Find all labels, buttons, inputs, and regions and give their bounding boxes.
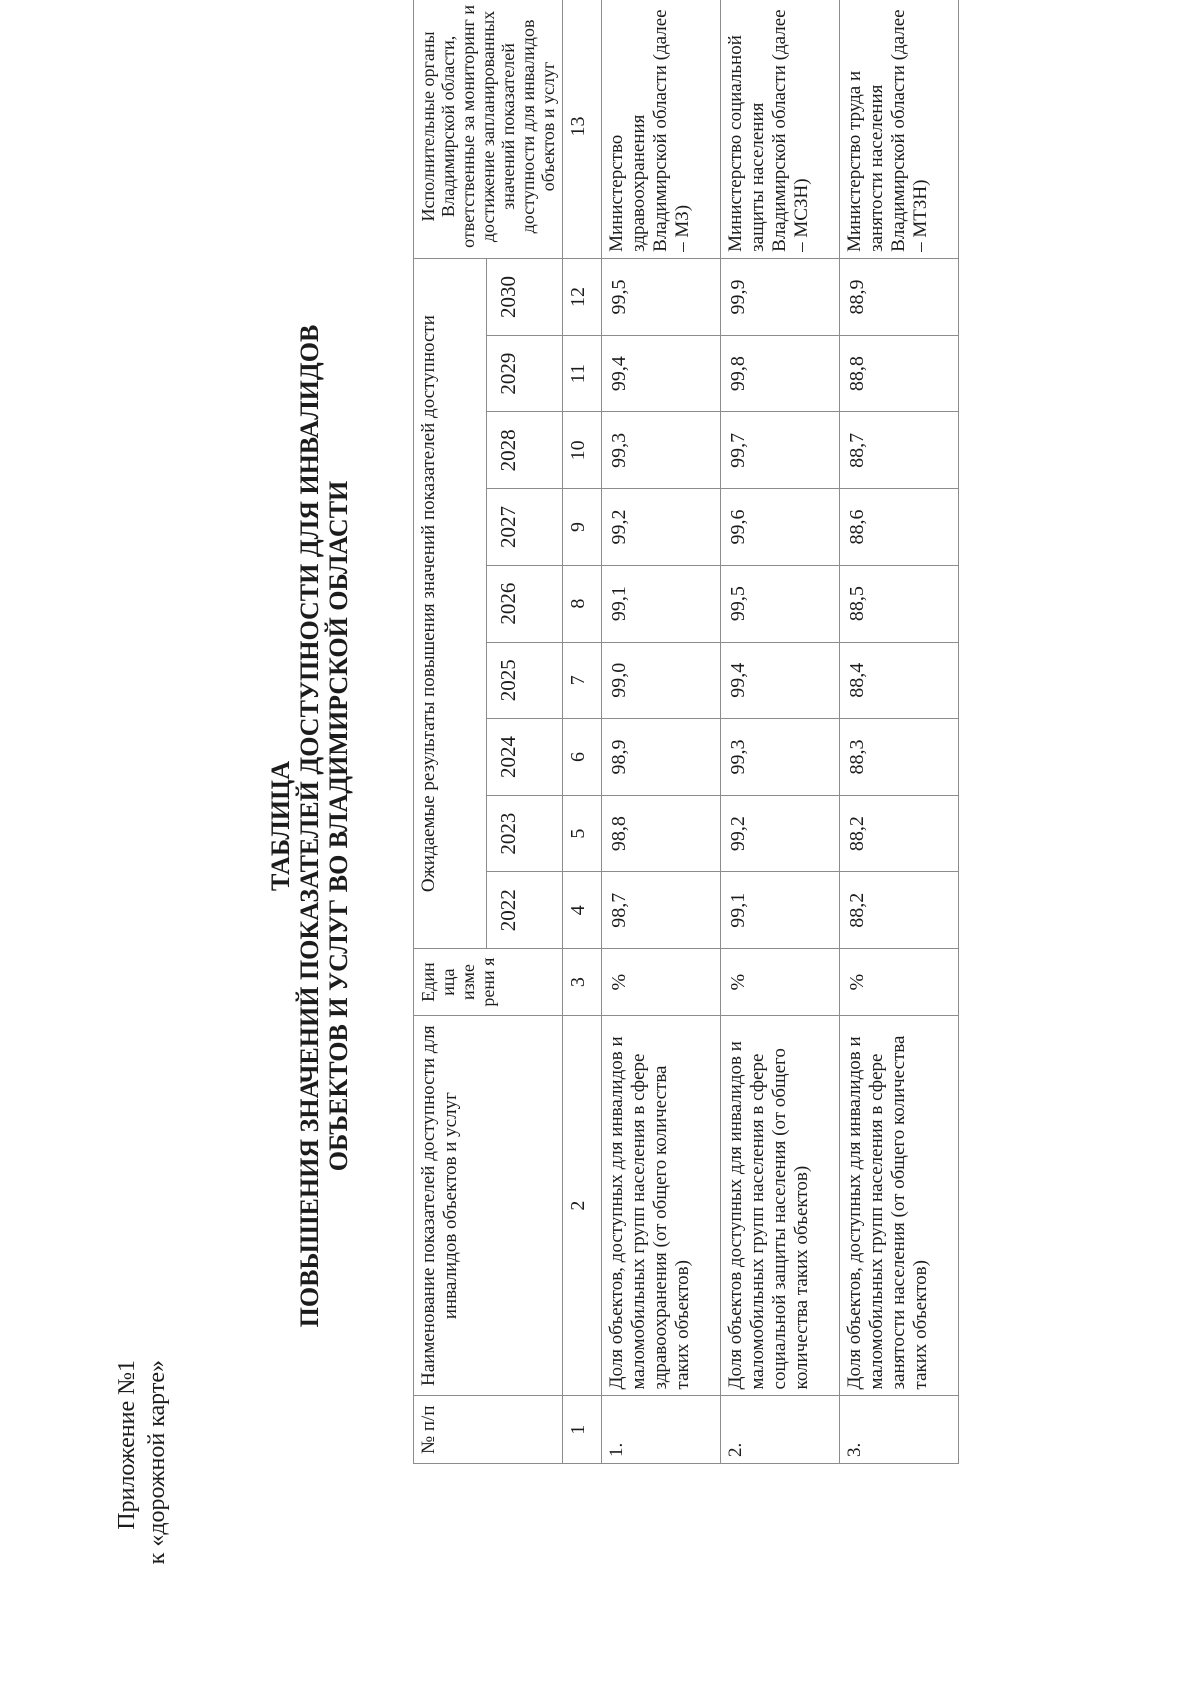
year-cell: 2022	[487, 872, 563, 949]
col-number: 2	[563, 1015, 602, 1396]
col-number: 13	[563, 0, 602, 258]
row-value: 88,2	[840, 872, 959, 949]
row-unit: %	[721, 949, 840, 1015]
col-number: 8	[563, 565, 602, 642]
col-number: 9	[563, 489, 602, 565]
year-cell: 2026	[487, 565, 563, 642]
row-value: 99,1	[602, 565, 721, 642]
col-number: 12	[563, 258, 602, 335]
title-line-3: ОБЪЕКТОВ И УСЛУГ ВО ВЛАДИМИРСКОЙ ОБЛАСТИ	[324, 480, 353, 1172]
row-value: 88,7	[840, 412, 959, 489]
year-cell: 2024	[487, 718, 563, 795]
title-line-2: ПОВЫШЕНИЯ ЗНАЧЕНИЙ ПОКАЗАТЕЛЕЙ ДОСТУПНОСТИ ДЛЯ ИНВАЛИДОВ	[295, 324, 324, 1328]
row-value: 99,3	[602, 412, 721, 489]
col-number: 3	[563, 949, 602, 1015]
row-value: 98,8	[602, 796, 721, 872]
row-num: 3.	[840, 1396, 959, 1464]
col-number: 4	[563, 872, 602, 949]
row-value: 99,5	[602, 258, 721, 335]
annex-line-1: Приложение №1	[114, 1360, 140, 1530]
row-value: 99,7	[721, 412, 840, 489]
year-cell: 2027	[487, 489, 563, 565]
row-unit: %	[840, 949, 959, 1015]
col-number: 6	[563, 718, 602, 795]
row-value: 99,3	[721, 718, 840, 795]
row-responsible: Министерство труда и занятости населения Владимирской области (далее – МТЗН)	[840, 0, 959, 258]
row-value: 88,3	[840, 718, 959, 795]
row-value: 99,2	[602, 489, 721, 565]
annex-line-2: к «дорожной карте»	[144, 1360, 170, 1565]
year-cell: 2030	[487, 258, 563, 335]
row-name: Доля объектов, доступных для инвалидов и маломобильных групп населения в сфере занятости населения (от общего количества таких объектов)	[840, 1015, 959, 1396]
table-row	[721, 0, 840, 1464]
row-value: 99,9	[721, 258, 840, 335]
annex-note	[112, 1360, 172, 1564]
header-name: Наименование показателей доступности для инвалидов объектов и услуг	[414, 1015, 563, 1396]
table-row	[602, 0, 721, 1464]
col-number: 1	[563, 1396, 602, 1464]
row-value: 99,1	[721, 872, 840, 949]
row-value: 99,6	[721, 489, 840, 565]
row-value: 98,9	[602, 718, 721, 795]
row-name: Доля объектов, доступных для инвалидов и маломобильных групп населения в сфере здравоохранения (от общего количества таких объектов)	[602, 1015, 721, 1396]
row-value: 88,6	[840, 489, 959, 565]
col-number: 5	[563, 796, 602, 872]
row-value: 88,4	[840, 642, 959, 718]
row-value: 88,8	[840, 336, 959, 412]
row-unit: %	[602, 949, 721, 1015]
col-number: 7	[563, 642, 602, 718]
accessibility-indicators-table	[413, 0, 959, 1464]
year-cell: 2023	[487, 796, 563, 872]
header-responsible: Исполнительные органы Владимирской области, ответственные за мониторинг и достижение запланированных значений показателей доступности для инвалидов объектов и услуг	[414, 0, 563, 258]
column-numbers-row	[563, 0, 602, 1464]
row-value: 88,2	[840, 796, 959, 872]
header-expected: Ожидаемые результаты повышения значений показателей доступности	[414, 258, 487, 949]
header-num: № п/п	[414, 1396, 563, 1464]
year-cell: 2028	[487, 412, 563, 489]
header-row	[414, 0, 487, 1464]
table-row	[840, 0, 959, 1464]
row-value: 99,0	[602, 642, 721, 718]
year-cell: 2025	[487, 642, 563, 718]
row-value: 99,5	[721, 565, 840, 642]
row-responsible: Министерство социальной защиты населения Владимирской области (далее – МСЗН)	[721, 0, 840, 258]
row-value: 99,2	[721, 796, 840, 872]
document-title	[266, 156, 353, 1496]
row-value: 99,8	[721, 336, 840, 412]
row-num: 1.	[602, 1396, 721, 1464]
row-value: 88,9	[840, 258, 959, 335]
row-value: 99,4	[602, 336, 721, 412]
header-unit: Един ица изме рени я	[414, 949, 563, 1015]
row-num: 2.	[721, 1396, 840, 1464]
col-number: 11	[563, 336, 602, 412]
row-value: 99,4	[721, 642, 840, 718]
year-cell: 2029	[487, 336, 563, 412]
row-name: Доля объектов доступных для инвалидов и маломобильных групп населения в сфере социальной защиты населения (от общего количества таких объектов)	[721, 1015, 840, 1396]
row-value: 88,5	[840, 565, 959, 642]
title-line-1: ТАБЛИЦА	[266, 761, 295, 891]
row-value: 98,7	[602, 872, 721, 949]
row-responsible: Министерство здравоохранения Владимирской области (далее – МЗ)	[602, 0, 721, 258]
col-number: 10	[563, 412, 602, 489]
